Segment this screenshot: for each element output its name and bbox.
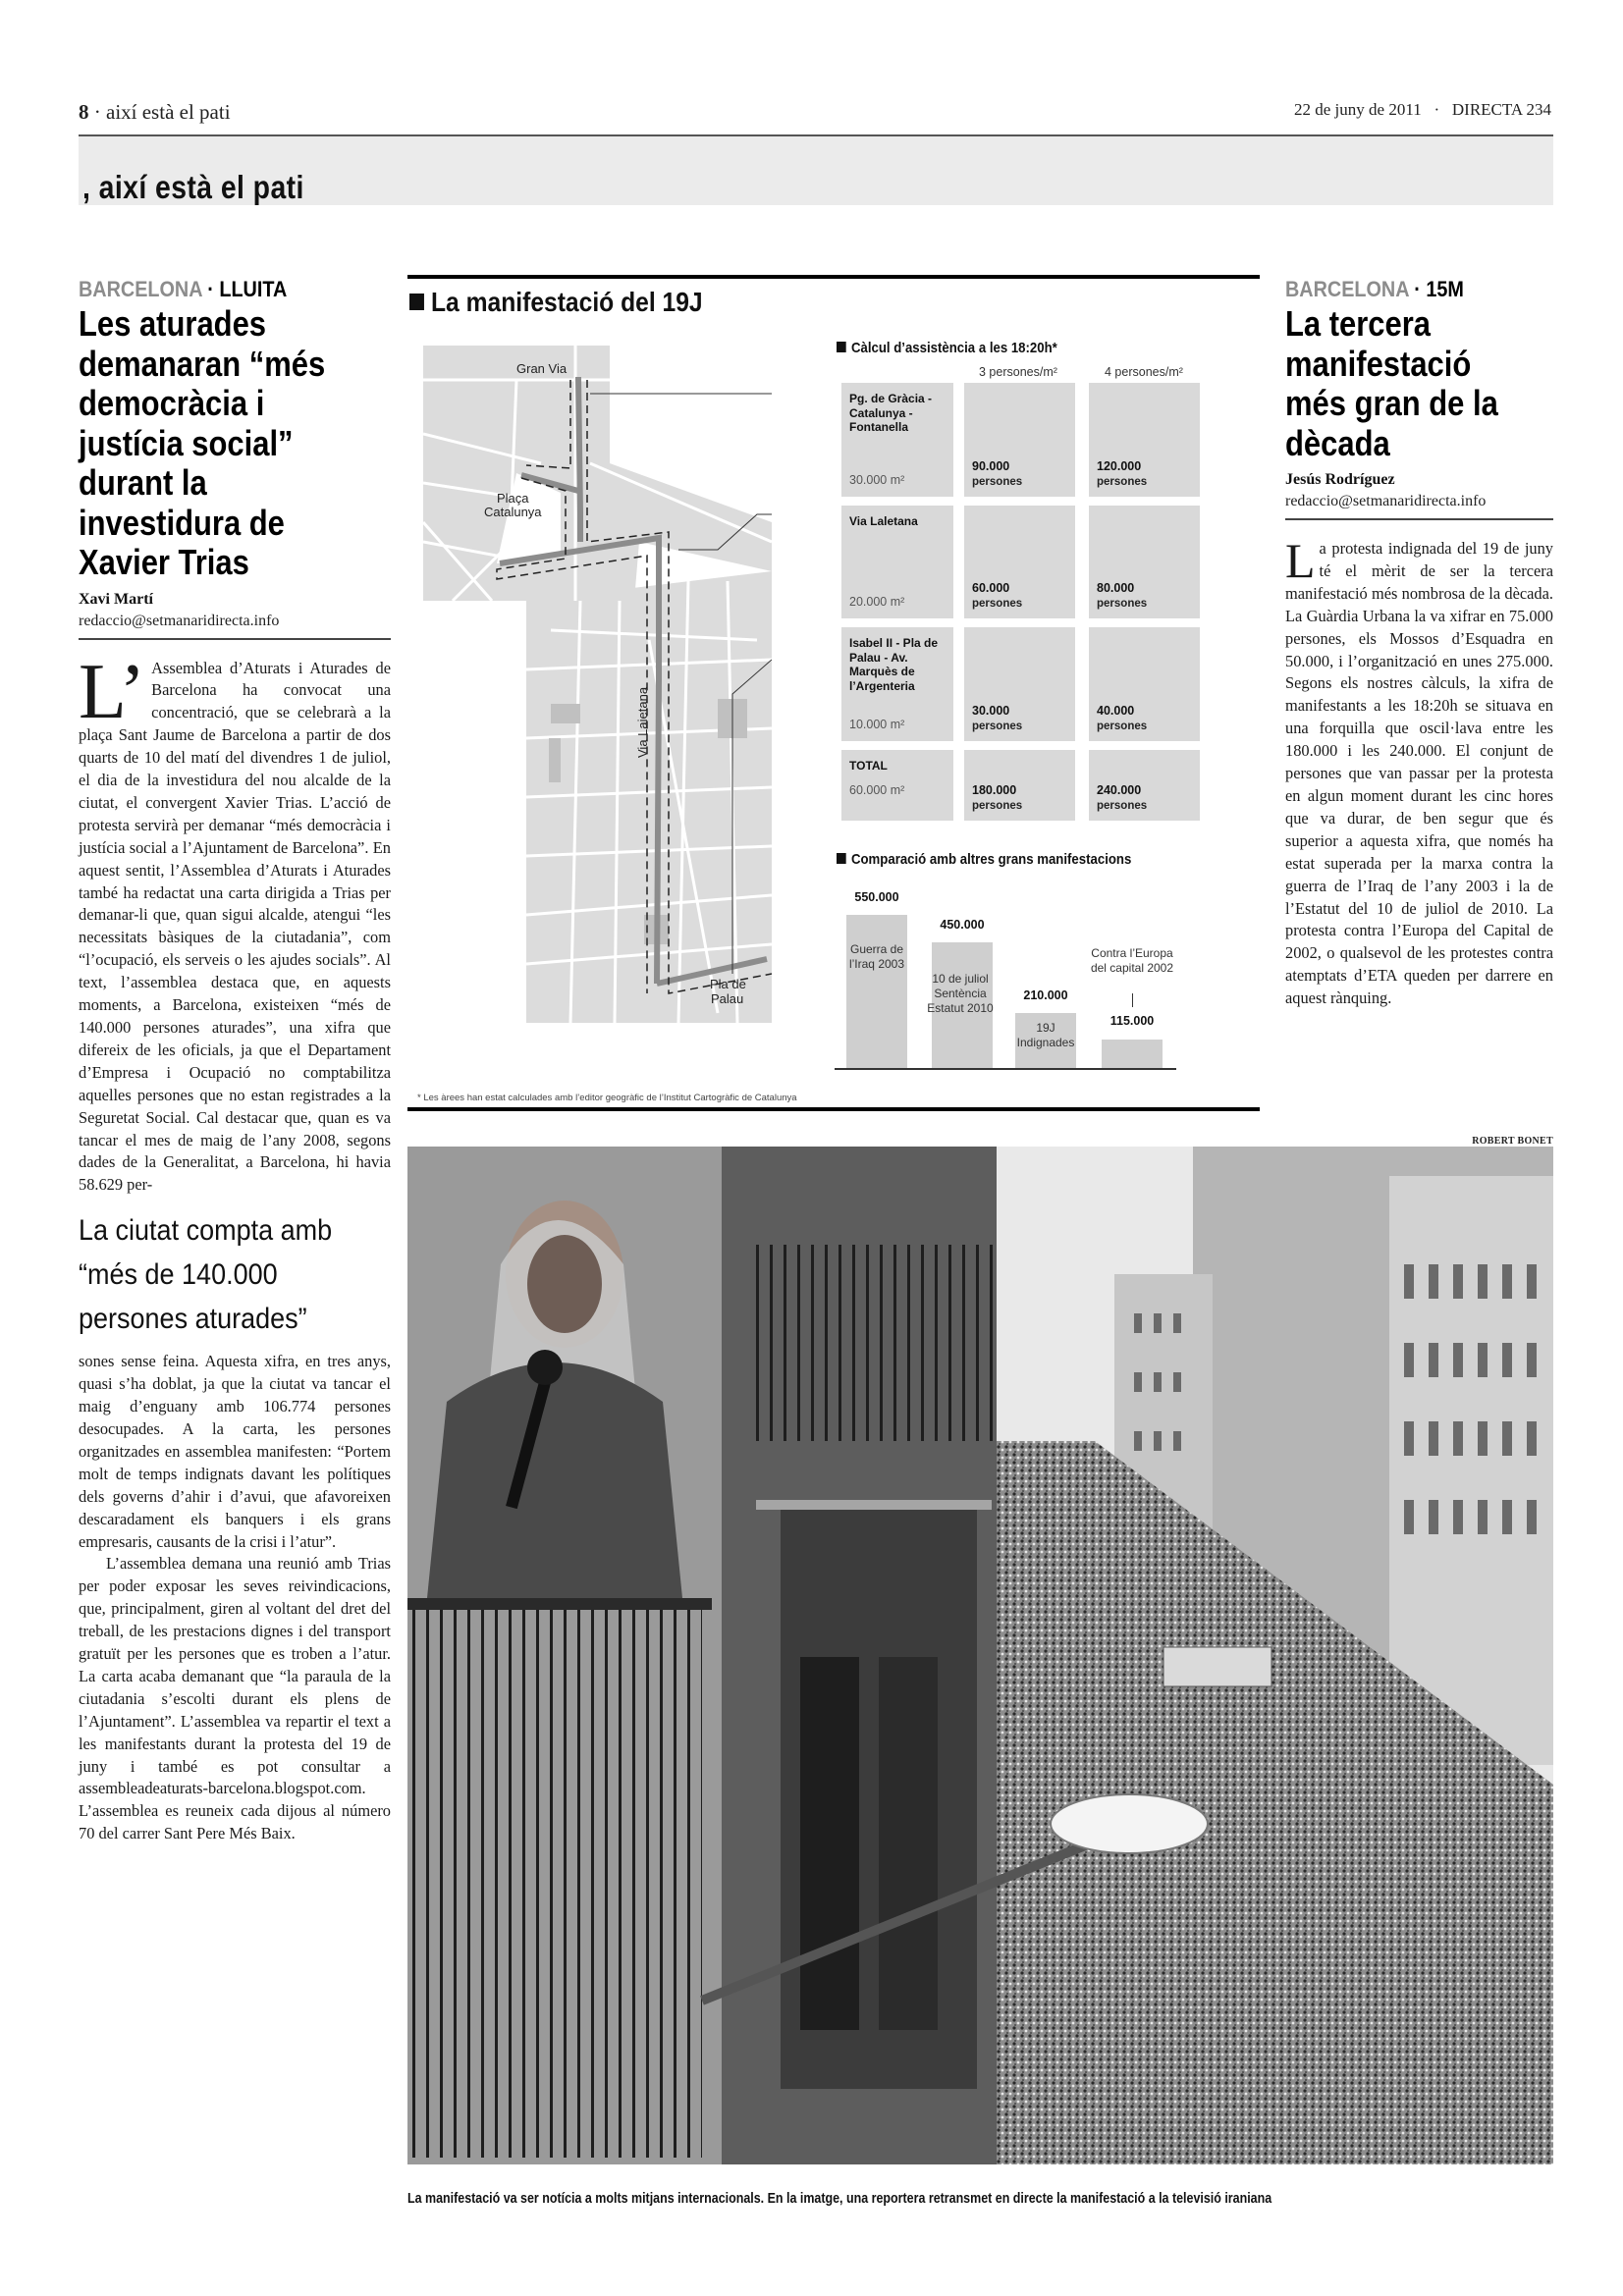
value-cell xyxy=(964,627,1075,741)
value-cell xyxy=(964,750,1075,821)
article-body xyxy=(1285,533,1553,1010)
byline-rule xyxy=(1285,518,1553,520)
compare-title-text: Comparació amb altres grans manifestacions xyxy=(850,851,1132,868)
square-bullet-icon xyxy=(837,853,846,864)
section-title: , així està el pati xyxy=(82,169,304,205)
issue-date: 22 de juny de 2011 xyxy=(1294,100,1422,119)
separator: · xyxy=(93,100,101,124)
value-cell xyxy=(1089,383,1200,497)
kicker-place: BARCELONA xyxy=(79,277,202,301)
body-part-2: sones sense feina. Aquesta xifra, en tres anys, quasi s’ha doblat, ja que la ciutat va tancar el maig d’enguany amb 106.774 persones desocupades. A la carta, les persones organitzades en assemblea manifesten: “Portem molt de temps indignats davant les polítiques dels governs d’ahir i d’avui, que afavoreixen descaradament els banquers i els grans empresaris, causants de la crisi i l’atur”. xyxy=(79,1352,391,1551)
calc-title-text: Càlcul d’assistència a les 18:20h* xyxy=(850,340,1057,356)
zone-label: Via Laletana xyxy=(849,514,918,528)
value-unit: persones xyxy=(1097,598,1148,610)
bar-europa-2002 xyxy=(1102,1040,1163,1070)
author-email[interactable]: redaccio@setmanaridirecta.info xyxy=(1285,493,1487,509)
bar-value: 210.000 xyxy=(1023,988,1068,1002)
value-cell xyxy=(1089,750,1200,821)
kicker-place: BARCELONA xyxy=(1285,277,1409,301)
col-header-4pm2: 4 persones/m² xyxy=(1105,365,1183,379)
compare-title xyxy=(837,851,1131,868)
value-cell xyxy=(1089,627,1200,741)
infographic-top-rule xyxy=(407,275,1260,279)
total-area: 60.000 m² xyxy=(849,783,905,797)
map-label-via-laietana: Via Laietana xyxy=(635,686,650,758)
bar-value: 550.000 xyxy=(854,890,899,904)
body-text: a protesta indignada del 19 de juny té el mèrit de ser la tercera manifestació més nombrosa de la dècada. La Guàrdia Urbana la va xifrar en 75.000 persones, els Mossos d’Esquadra en 50.000, i l’organització en unes 275.000. Segons els nostres càlculs, la xifra de manifestants a les 18:20h se situava en una forquilla que oscil·lava entre les 180.000 i les 240.000. El conjunt de persones que van passar per la protesta en algun moment durant les cinc hores que va durar, de ben segur que és superior a aquesta xifra, que només ha estat superada per la marxa contra la guerra de l’Iraq de l’any 2003 i la de l’Estatut del 10 de juliol de 2010. La protesta contra l’Europa del Capital de 2002, o qualsevol de les protestes contra atemptats d’ETA queden per darrere en aquest rànquing. xyxy=(1285,539,1553,1008)
drop-cap: L xyxy=(1285,533,1316,588)
infographic-bottom-rule xyxy=(407,1107,1260,1111)
kicker xyxy=(79,277,359,302)
value-number: 180.000 xyxy=(972,783,1017,797)
zone-cell xyxy=(841,383,953,497)
calc-title xyxy=(837,340,1057,356)
page-number: 8 xyxy=(79,100,89,124)
author-email[interactable]: redaccio@setmanaridirecta.info xyxy=(79,612,280,629)
running-header-left xyxy=(79,100,231,125)
bar-label: 10 de juliol Sentència Estatut 2010 xyxy=(927,972,994,1015)
zone-label: Pg. de Gràcia - Catalunya - Fontanella xyxy=(849,392,933,434)
main-photo xyxy=(407,1147,1553,2164)
zone-area: 20.000 m² xyxy=(849,595,905,609)
value-unit: persones xyxy=(972,476,1023,488)
bar-label: 19J Indignades xyxy=(1016,1021,1075,1049)
bar-value: 115.000 xyxy=(1109,1014,1155,1028)
headline: Les aturades demanaran “més democràcia i justícia social” durant la investidura de Xavier Trias xyxy=(79,303,326,582)
zone-label: Isabel II - Pla de Palau - Av. Marquès de l’Argenteria xyxy=(849,636,939,693)
route-map xyxy=(423,346,772,1023)
value-cell xyxy=(964,506,1075,618)
zone-area: 10.000 m² xyxy=(849,718,905,731)
square-bullet-icon xyxy=(837,342,846,352)
bar-label: Guerra de l’Iraq 2003 xyxy=(848,942,905,971)
bar-value: 450.000 xyxy=(940,918,985,932)
bar-iraq-2003 xyxy=(846,915,907,1070)
article-right xyxy=(1285,277,1553,1010)
total-label: TOTAL xyxy=(849,759,888,773)
infographic-footnote: * Les àrees han estat calculades amb l’editor geogràfic de l’Institut Cartogràfic de Catalunya xyxy=(417,1093,797,1103)
kicker-dot: · xyxy=(201,277,220,301)
chart-baseline xyxy=(835,1068,1176,1070)
infographic xyxy=(407,275,1260,1129)
map-label-gran-via: Gran Via xyxy=(516,361,568,376)
value-unit: persones xyxy=(1097,476,1148,488)
separator-dot: · xyxy=(1434,100,1440,119)
value-unit: persones xyxy=(972,800,1023,812)
value-unit: persones xyxy=(1097,721,1148,732)
map-label-pla-de-palau: Pla de Palau xyxy=(710,977,746,1006)
author: Xavi Martí xyxy=(79,590,153,608)
value-number: 90.000 xyxy=(972,459,1010,473)
value-unit: persones xyxy=(972,598,1023,610)
infographic-title xyxy=(409,287,703,318)
headline: La tercera manifestació més gran de la dècada xyxy=(1285,303,1498,463)
kicker-topic: 15M xyxy=(1426,277,1464,301)
author: Jesús Rodríguez xyxy=(1285,471,1395,488)
label-tick xyxy=(1132,993,1133,1007)
value-number: 80.000 xyxy=(1097,581,1135,595)
zone-cell xyxy=(841,506,953,618)
body-part-3: L’assemblea demana una reunió amb Trias per poder exposar les seves reivindicacions, que, principalment, giren al voltant del dret del treball, de les prestacions dignes i del transport gratuït per les persones que es troben a l’atur. La carta acaba demanant que “la paraula de la ciutadania s’escolti durant els plens de l’Ajuntament”. L’assemblea va repartir el text a les manifestants durant la protesta del 19 de juny i també es pot consultar a assembleadeaturats-barcelona.blogspot.com. L’assemblea es reuneix cada dijous al número 70 del carrer Sant Pere Més Baix. xyxy=(79,1554,391,1843)
col-header-3pm2: 3 persones/m² xyxy=(979,365,1057,379)
value-number: 30.000 xyxy=(972,704,1010,718)
kicker-dot: · xyxy=(1408,277,1427,301)
value-cell xyxy=(1089,506,1200,618)
pull-quote: La ciutat compta amb “més de 140.000 persones aturades” xyxy=(79,1214,333,1336)
publication-issue: DIRECTA 234 xyxy=(1451,100,1551,119)
drop-cap: L’ xyxy=(79,648,146,735)
photo-credit: ROBERT BONET xyxy=(1472,1136,1553,1147)
map-label-placa-catalunya: Plaça Catalunya xyxy=(484,491,542,519)
kicker xyxy=(1285,277,1527,302)
zone-area: 30.000 m² xyxy=(849,473,905,487)
protest-photo-illustration xyxy=(407,1147,1553,2164)
value-unit: persones xyxy=(1097,800,1148,812)
value-unit: persones xyxy=(972,721,1023,732)
running-header-right xyxy=(1294,100,1551,120)
total-cell xyxy=(841,750,953,821)
byline-rule xyxy=(79,638,391,640)
value-number: 120.000 xyxy=(1097,459,1142,473)
article-body xyxy=(79,648,391,1198)
section-name: així està el pati xyxy=(106,100,231,124)
square-bullet-icon xyxy=(409,294,424,310)
body-part-1: Assemblea d’Aturats i Aturades de Barcelona ha convocat una concentració, que se celebrarà a la plaça Sant Jaume de Barcelona a partir de dos quarts de 10 del matí del divendres 1 de juliol, el dia de la investidura del nou alcalde de la ciutat, el convergent Xavier Trias. L’acció de protesta servirà per demanar “més democràcia i justícia social a l’Ajuntament de Barcelona”. En aquest sentit, l’Assemblea d’Aturats i Aturades també ha redactat una carta dirigida a Trias per demanar-li que, quan sigui alcalde, atengui “les necessitats bàsiques de la ciutadania”, com “l’ocupació, els serveis o les ajudes socials”. Al text, l’assemblea destaca que, en aquests moments, a Barcelona, existeixen “més de 140.000 persones aturades”, una xifra que difereix de les oficials, ja que el Departament d’Empresa i Ocupació no comptabilitza aquelles persones que no estan registrades a la Seguretat Social. Cal destacar que, quan es va tancar el mes de maig de l’any 2008, segons dades de la Generalitat, a Barcelona, hi havia 58.629 per- xyxy=(79,658,391,1195)
comparison-bar-chart xyxy=(835,874,1196,1070)
bar-label: Contra l’Europa del capital 2002 xyxy=(1090,946,1174,975)
photo-caption: La manifestació va ser notícia a molts mitjans internacionals. En la imatge, una reportera retransmet en directe la manifestació a la televisió iraniana xyxy=(407,2191,1272,2207)
kicker-topic: LLUITA xyxy=(219,277,288,301)
value-number: 60.000 xyxy=(972,581,1010,595)
zone-cell xyxy=(841,627,953,741)
infographic-title-text: La manifestació del 19J xyxy=(431,287,703,317)
value-number: 40.000 xyxy=(1097,704,1135,718)
value-cell xyxy=(964,383,1075,497)
value-number: 240.000 xyxy=(1097,783,1142,797)
running-header xyxy=(79,98,1551,130)
article-left xyxy=(79,277,391,1845)
